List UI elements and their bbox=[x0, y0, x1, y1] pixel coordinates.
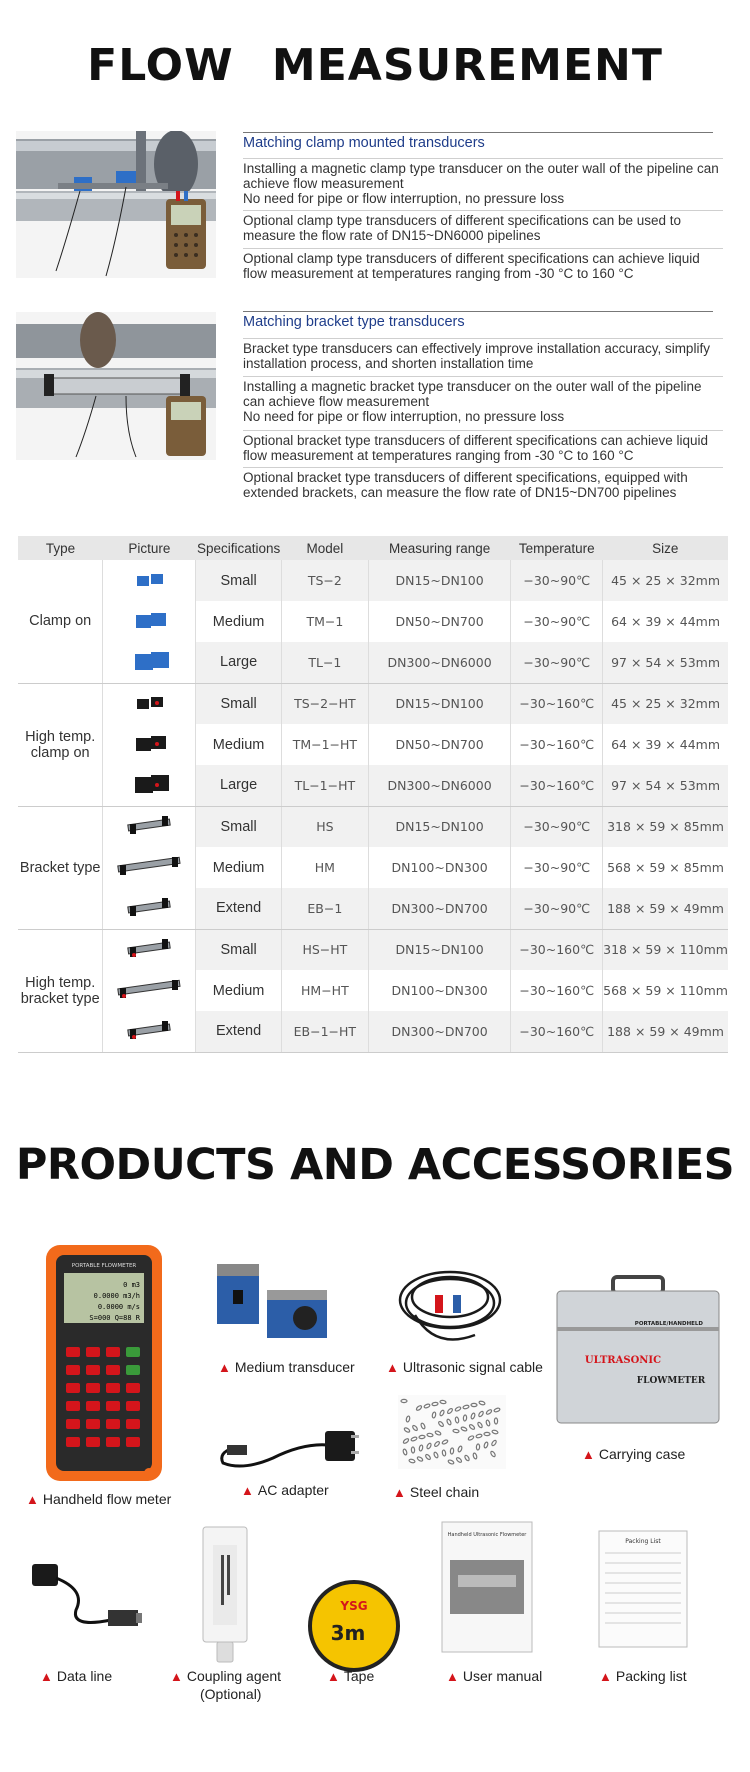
packing-title-text: Packing List bbox=[625, 1538, 661, 1545]
row-model-cell: TL−1−HT bbox=[281, 765, 368, 806]
row-size-cell: 318 × 59 × 85mm bbox=[603, 806, 728, 847]
row-size-cell: 97 × 54 × 53mm bbox=[603, 765, 728, 806]
signal-cable-image bbox=[395, 1255, 505, 1355]
row-model-cell: TL−1 bbox=[281, 642, 368, 683]
row-picture-cell bbox=[103, 970, 196, 1011]
row-range-cell: DN100~DN300 bbox=[368, 847, 511, 888]
row-size-cell: 568 × 59 × 85mm bbox=[603, 847, 728, 888]
steel-chain-image bbox=[398, 1395, 506, 1469]
acc-label-text: Medium transducer bbox=[234, 1359, 355, 1375]
high-temp-bracket-icon bbox=[124, 1017, 174, 1043]
row-model-cell: TS−2−HT bbox=[281, 683, 368, 724]
row-range-cell: DN300~DN700 bbox=[368, 1011, 511, 1052]
acc-packing-list bbox=[599, 1668, 687, 1684]
row-temp-cell: −30~90℃ bbox=[511, 888, 603, 929]
row-model-cell: TM−1−HT bbox=[292, 737, 358, 752]
row-range-cell: DN15~DN100 bbox=[368, 806, 511, 847]
bracket-transducer-photo bbox=[16, 312, 216, 460]
row-spec-cell: Extend bbox=[196, 888, 282, 929]
tape-brand-text: YSG bbox=[340, 1599, 368, 1613]
manual-title-text: Handheld Ultrasonic Flowmeter bbox=[447, 1532, 527, 1538]
row-temp-cell: −30~90℃ bbox=[511, 847, 603, 888]
acc-handheld-flow-meter bbox=[26, 1491, 171, 1507]
acc-label-text: Data line bbox=[56, 1668, 113, 1684]
acc-label-text: Tape bbox=[343, 1668, 375, 1684]
row-model-cell: HS−HT bbox=[281, 929, 368, 970]
row-picture-cell bbox=[103, 560, 196, 601]
acc-steel-chain bbox=[393, 1484, 479, 1500]
row-temp-cell: −30~160℃ bbox=[511, 1011, 603, 1052]
table-row bbox=[18, 560, 728, 601]
section-title-flow-measurement: FLOW MEASUREMENT bbox=[87, 40, 663, 91]
row-spec-cell: Small bbox=[196, 929, 282, 970]
acc-ac-adapter bbox=[241, 1482, 329, 1498]
triangle-icon: ▲ bbox=[582, 1447, 595, 1462]
high-temp-transducer-icon bbox=[129, 771, 169, 797]
row-range-cell: DN300~DN6000 bbox=[368, 642, 511, 683]
table-row bbox=[18, 806, 728, 847]
ac-adapter-image bbox=[213, 1413, 363, 1473]
table-row bbox=[18, 970, 728, 1011]
row-picture-cell bbox=[103, 601, 196, 642]
clamp-heading-text: Matching clamp mounted transducers bbox=[243, 135, 485, 151]
row-range-cell: DN15~DN100 bbox=[368, 929, 511, 970]
th-temperature: Temperature bbox=[511, 536, 603, 560]
row-range-cell: DN300~DN700 bbox=[368, 888, 511, 929]
row-temp-cell: −30~160℃ bbox=[511, 724, 603, 765]
bracket-transducer-icon bbox=[124, 894, 174, 920]
packing-list-image bbox=[597, 1529, 689, 1649]
row-spec-cell: Extend bbox=[196, 1011, 282, 1052]
table-row bbox=[18, 888, 728, 929]
clamp-section-heading bbox=[243, 132, 713, 151]
high-temp-bracket-icon bbox=[114, 976, 184, 1002]
row-picture-cell bbox=[103, 765, 196, 806]
row-size-cell: 97 × 54 × 53mm bbox=[603, 642, 728, 683]
row-picture-cell bbox=[103, 929, 196, 970]
row-range-cell: DN300~DN6000 bbox=[368, 765, 511, 806]
acc-medium-transducer bbox=[218, 1359, 355, 1375]
bracket-transducer-icon bbox=[114, 853, 184, 879]
acc-label-text: Packing list bbox=[615, 1668, 687, 1684]
row-picture-cell bbox=[103, 847, 196, 888]
table-row bbox=[18, 642, 728, 683]
clamp-paragraph-2: Optional clamp type transducers of different specifications can be used to measure the flow rate of DN15~DN6000 pipelines bbox=[243, 210, 723, 243]
triangle-icon: ▲ bbox=[446, 1669, 459, 1684]
clamp-transducer-icon bbox=[129, 648, 169, 674]
case-top-text: PORTABLE/HANDHELD bbox=[634, 1321, 703, 1327]
row-size-cell: 188 × 59 × 49mm bbox=[603, 1011, 728, 1052]
meter-screen-line-1: 0 m3 bbox=[123, 1281, 140, 1289]
table-row bbox=[18, 929, 728, 970]
clamp-paragraph-1: Installing a magnetic clamp type transducer on the outer wall of the pipeline can achieve flow measurement No need for pipe or flow interruption, no pressure loss bbox=[243, 158, 723, 206]
row-spec-cell: Small bbox=[196, 683, 282, 724]
specification-table bbox=[18, 536, 728, 1053]
meter-brand-text: PORTABLE FLOWMETER bbox=[71, 1263, 137, 1269]
handheld-flow-meter-image bbox=[44, 1243, 164, 1483]
row-temp-cell: −30~90℃ bbox=[511, 601, 603, 642]
tape-size-text: 3m bbox=[330, 1621, 366, 1645]
meter-screen-line-2: 0.0000 m3/h bbox=[93, 1292, 140, 1300]
acc-label-text: Ultrasonic signal cable bbox=[402, 1359, 543, 1375]
row-size-cell: 318 × 59 × 110mm bbox=[603, 929, 728, 970]
row-picture-cell bbox=[103, 642, 196, 683]
row-type-cell: High temp. bracket type bbox=[18, 929, 103, 1052]
bracket-heading-text: Matching bracket type transducers bbox=[243, 314, 465, 330]
table-row bbox=[18, 683, 728, 724]
tape-measure-image bbox=[306, 1578, 402, 1674]
row-size-cell: 45 × 25 × 32mm bbox=[603, 683, 728, 724]
row-picture-cell bbox=[103, 806, 196, 847]
row-range-cell: DN50~DN700 bbox=[368, 601, 511, 642]
clamp-transducer-icon bbox=[129, 607, 169, 633]
row-range-cell: DN15~DN100 bbox=[368, 683, 511, 724]
row-spec-cell: Small bbox=[196, 806, 282, 847]
acc-carrying-case bbox=[582, 1446, 685, 1462]
triangle-icon: ▲ bbox=[218, 1360, 231, 1375]
triangle-icon: ▲ bbox=[386, 1360, 399, 1375]
triangle-icon: ▲ bbox=[170, 1669, 183, 1684]
row-spec-cell: Medium bbox=[196, 847, 282, 888]
bracket-transducer-icon bbox=[124, 812, 174, 838]
row-spec-cell: Large bbox=[196, 642, 282, 683]
th-specifications: Specifications bbox=[196, 536, 282, 560]
row-temp-cell: −30~160℃ bbox=[511, 929, 603, 970]
th-picture: Picture bbox=[103, 536, 196, 560]
acc-coupling-agent bbox=[170, 1668, 281, 1684]
medium-transducer-image bbox=[215, 1262, 335, 1342]
triangle-icon: ▲ bbox=[26, 1492, 39, 1507]
row-temp-cell: −30~90℃ bbox=[511, 642, 603, 683]
row-spec-cell: Medium bbox=[196, 601, 282, 642]
row-size-cell: 568 × 59 × 110mm bbox=[603, 970, 728, 1011]
user-manual-image bbox=[440, 1520, 534, 1654]
row-picture-cell bbox=[103, 724, 196, 765]
row-temp-cell: −30~160℃ bbox=[511, 765, 603, 806]
coupling-optional-note: (Optional) bbox=[200, 1686, 262, 1702]
carrying-case-image bbox=[553, 1275, 723, 1427]
acc-label-text: User manual bbox=[462, 1668, 543, 1684]
acc-user-manual bbox=[446, 1668, 542, 1684]
th-size: Size bbox=[603, 536, 728, 560]
acc-tape bbox=[327, 1668, 374, 1684]
row-type-cell: Bracket type bbox=[18, 806, 103, 929]
row-temp-cell: −30~160℃ bbox=[511, 970, 603, 1011]
triangle-icon: ▲ bbox=[393, 1485, 406, 1500]
row-picture-cell bbox=[103, 683, 196, 724]
coupling-agent-image bbox=[195, 1525, 255, 1665]
acc-ultrasonic-signal-cable bbox=[386, 1359, 543, 1375]
th-type: Type bbox=[18, 536, 103, 560]
triangle-icon: ▲ bbox=[327, 1669, 340, 1684]
row-size-cell: 64 × 39 × 44mm bbox=[603, 724, 728, 765]
clamp-paragraph-3: Optional clamp type transducers of different specifications can achieve liquid flow measurement at temperatures ranging from -30 °C to 160 °C bbox=[243, 248, 723, 281]
acc-label-text: Coupling agent bbox=[186, 1668, 282, 1684]
table-row bbox=[18, 1011, 728, 1052]
row-spec-cell: Medium bbox=[196, 724, 282, 765]
triangle-icon: ▲ bbox=[40, 1669, 53, 1684]
row-size-cell: 45 × 25 × 32mm bbox=[603, 560, 728, 601]
row-range-cell: DN50~DN700 bbox=[368, 724, 511, 765]
row-spec-cell: Small bbox=[196, 560, 282, 601]
bracket-section-heading bbox=[243, 311, 713, 330]
table-row bbox=[18, 765, 728, 806]
th-model: Model bbox=[281, 536, 368, 560]
row-temp-cell: −30~160℃ bbox=[511, 683, 603, 724]
acc-label-text: Carrying case bbox=[598, 1446, 686, 1462]
row-size-cell: 188 × 59 × 49mm bbox=[603, 888, 728, 929]
section-title-products: PRODUCTS AND ACCESSORIES bbox=[15, 1140, 735, 1190]
row-model-cell: HM bbox=[314, 860, 335, 875]
clamp-transducer-photo bbox=[16, 131, 216, 278]
table-row bbox=[18, 847, 728, 888]
row-model-cell: TS−2 bbox=[281, 560, 368, 601]
bracket-paragraph-3: Optional bracket type transducers of different specifications can achieve liquid flow measurement at temperatures ranging from -30 °C to 160 °C bbox=[243, 430, 723, 463]
row-spec-cell: Medium bbox=[196, 970, 282, 1011]
row-model-cell: EB−1 bbox=[281, 888, 368, 929]
row-type-cell: Clamp on bbox=[18, 560, 103, 683]
row-model-cell: HM−HT bbox=[301, 983, 349, 998]
case-line-2: FLOWMETER bbox=[636, 1376, 706, 1386]
data-line-image bbox=[26, 1550, 146, 1640]
bracket-paragraph-2: Installing a magnetic bracket type transducer on the outer wall of the pipeline can achieve flow measurement No need for pipe or flow interruption, no pressure loss bbox=[243, 376, 723, 424]
case-line-1: ULTRASONIC bbox=[584, 1355, 662, 1366]
bracket-paragraph-4: Optional bracket type transducers of different specifications, equipped with extended brackets, can measure the flow rate of DN15~DN700 pipelines bbox=[243, 467, 723, 500]
high-temp-bracket-icon bbox=[124, 935, 174, 961]
row-model-cell: HS bbox=[281, 806, 368, 847]
row-spec-cell: Large bbox=[196, 765, 282, 806]
acc-data-line bbox=[40, 1668, 112, 1684]
meter-screen-line-3: 0.0000 m/s bbox=[97, 1303, 140, 1311]
high-temp-transducer-icon bbox=[129, 689, 169, 715]
meter-screen-line-4: S=000 Q=88 R bbox=[89, 1314, 140, 1322]
row-temp-cell: −30~90℃ bbox=[511, 560, 603, 601]
row-picture-cell bbox=[103, 1011, 196, 1052]
acc-label-text: Handheld flow meter bbox=[42, 1491, 172, 1507]
acc-label-text: Steel chain bbox=[409, 1484, 480, 1500]
row-model-cell: TM−1 bbox=[306, 614, 344, 629]
row-model-cell: EB−1−HT bbox=[281, 1011, 368, 1052]
row-picture-cell bbox=[103, 888, 196, 929]
bracket-paragraph-1: Bracket type transducers can effectively improve installation accuracy, simplify installation process, and shorten installation time bbox=[243, 338, 723, 371]
triangle-icon: ▲ bbox=[599, 1669, 612, 1684]
clamp-transducer-icon bbox=[129, 566, 169, 592]
acc-label-text: AC adapter bbox=[257, 1482, 329, 1498]
table-row bbox=[18, 601, 728, 642]
table-header-row bbox=[18, 536, 728, 560]
high-temp-transducer-icon bbox=[129, 730, 169, 756]
row-type-cell: High temp. clamp on bbox=[18, 683, 103, 806]
row-range-cell: DN15~DN100 bbox=[368, 560, 511, 601]
table-row bbox=[18, 724, 728, 765]
th-measuring-range: Measuring range bbox=[368, 536, 511, 560]
triangle-icon: ▲ bbox=[241, 1483, 254, 1498]
row-size-cell: 64 × 39 × 44mm bbox=[603, 601, 728, 642]
row-temp-cell: −30~90℃ bbox=[511, 806, 603, 847]
row-range-cell: DN100~DN300 bbox=[368, 970, 511, 1011]
